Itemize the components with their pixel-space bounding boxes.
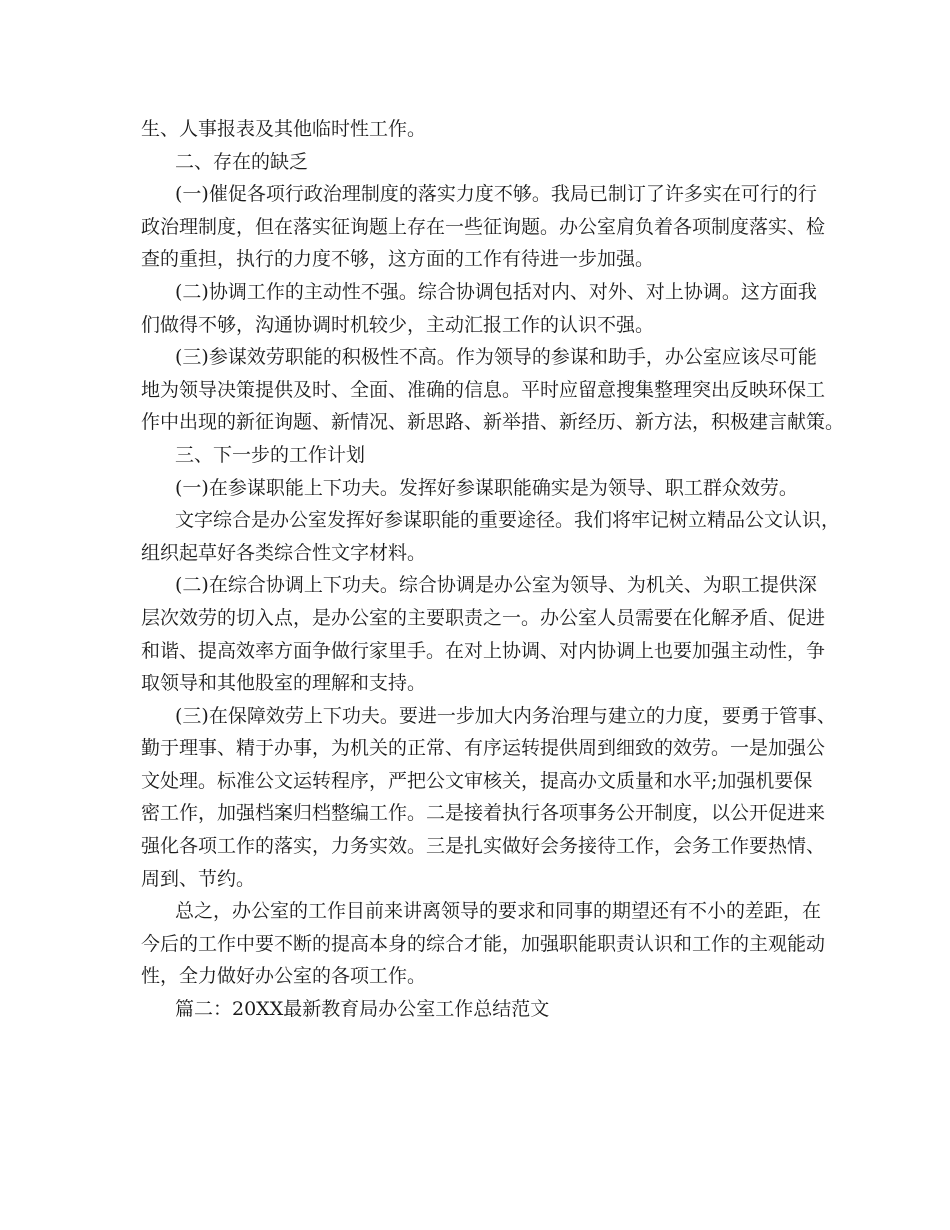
document-line: 强化各项工作的落实，力务实效。三是扎实做好会务接待工作，会务工作要热情、 — [141, 835, 826, 858]
document-line: 周到、节约。 — [141, 867, 256, 890]
document-line: 层次效劳的切入点，是办公室的主要职责之一。办公室人员需要在化解矛盾、促进 — [141, 606, 826, 629]
document-line: 取领导和其他股室的理解和支持。 — [141, 672, 427, 695]
document-line: 勤于理事、精于办事，为机关的正常、有序运转提供周到细致的效劳。一是加强公 — [141, 737, 826, 760]
document-line: (三)参谋效劳职能的积极性不高。作为领导的参谋和助手，办公室应该尽可能 — [175, 346, 817, 369]
document-body — [141, 113, 845, 1026]
document-line: 三、下一步的工作计划 — [175, 443, 366, 466]
document-line: (二)在综合协调上下功夫。综合协调是办公室为领导、为机关、为职工提供深 — [175, 574, 817, 597]
document-line: 性，全力做好办公室的各项工作。 — [141, 965, 427, 988]
document-line: 政治理制度，但在落实征询题上存在一些征询题。办公室肩负着各项制度落实、检 — [141, 215, 826, 238]
document-line: (二)协调工作的主动性不强。综合协调包括对内、对外、对上协调。这方面我 — [175, 280, 817, 303]
document-line: 组织起草好各类综合性文字材料。 — [141, 541, 427, 564]
document-line: 文字综合是办公室发挥好参谋职能的重要途径。我们将牢记树立精品公文认识， — [175, 509, 841, 532]
document-line: 们做得不够，沟通协调时机较少，主动汇报工作的认识不强。 — [141, 313, 655, 336]
document-line: 地为领导决策提供及时、全面、准确的信息。平时应留意搜集整理突出反映环保工 — [141, 378, 826, 401]
document-line: (一)在参谋职能上下功夫。发挥好参谋职能确实是为领导、职工群众效劳。 — [175, 476, 798, 499]
document-line: 二、存在的缺乏 — [175, 150, 309, 173]
document-line: 篇二：20XX最新教育局办公室工作总结范文 — [175, 998, 550, 1021]
document-line: 生、人事报表及其他临时性工作。 — [141, 118, 427, 140]
document-line: 查的重担，执行的力度不够，这方面的工作有待进一步加强。 — [141, 248, 655, 271]
document-line: (一)催促各项行政治理制度的落实力度不够。我局已制订了许多实在可行的行 — [175, 183, 817, 206]
document-line: (三)在保障效劳上下功夫。要进一步加大内务治理与建立的力度，要勇于管事、 — [175, 704, 836, 727]
document-line: 总之，办公室的工作目前来讲离领导的要求和同事的期望还有不小的差距，在 — [175, 900, 822, 923]
document-line: 作中出现的新征询题、新情况、新思路、新举措、新经历、新方法，积极建言献策。 — [141, 411, 845, 434]
document-line: 文处理。标准公文运转程序，严把公文审核关，提高办文质量和水平;加强机要保 — [141, 769, 813, 792]
document-line: 密工作，加强档案归档整编工作。二是接着执行各项事务公开制度，以公开促进来 — [141, 802, 826, 825]
document-line: 和谐、提高效率方面争做行家里手。在对上协调、对内协调上也要加强主动性，争 — [141, 639, 826, 662]
document-line: 今后的工作中要不断的提高本身的综合才能，加强职能职责认识和工作的主观能动 — [141, 932, 826, 955]
